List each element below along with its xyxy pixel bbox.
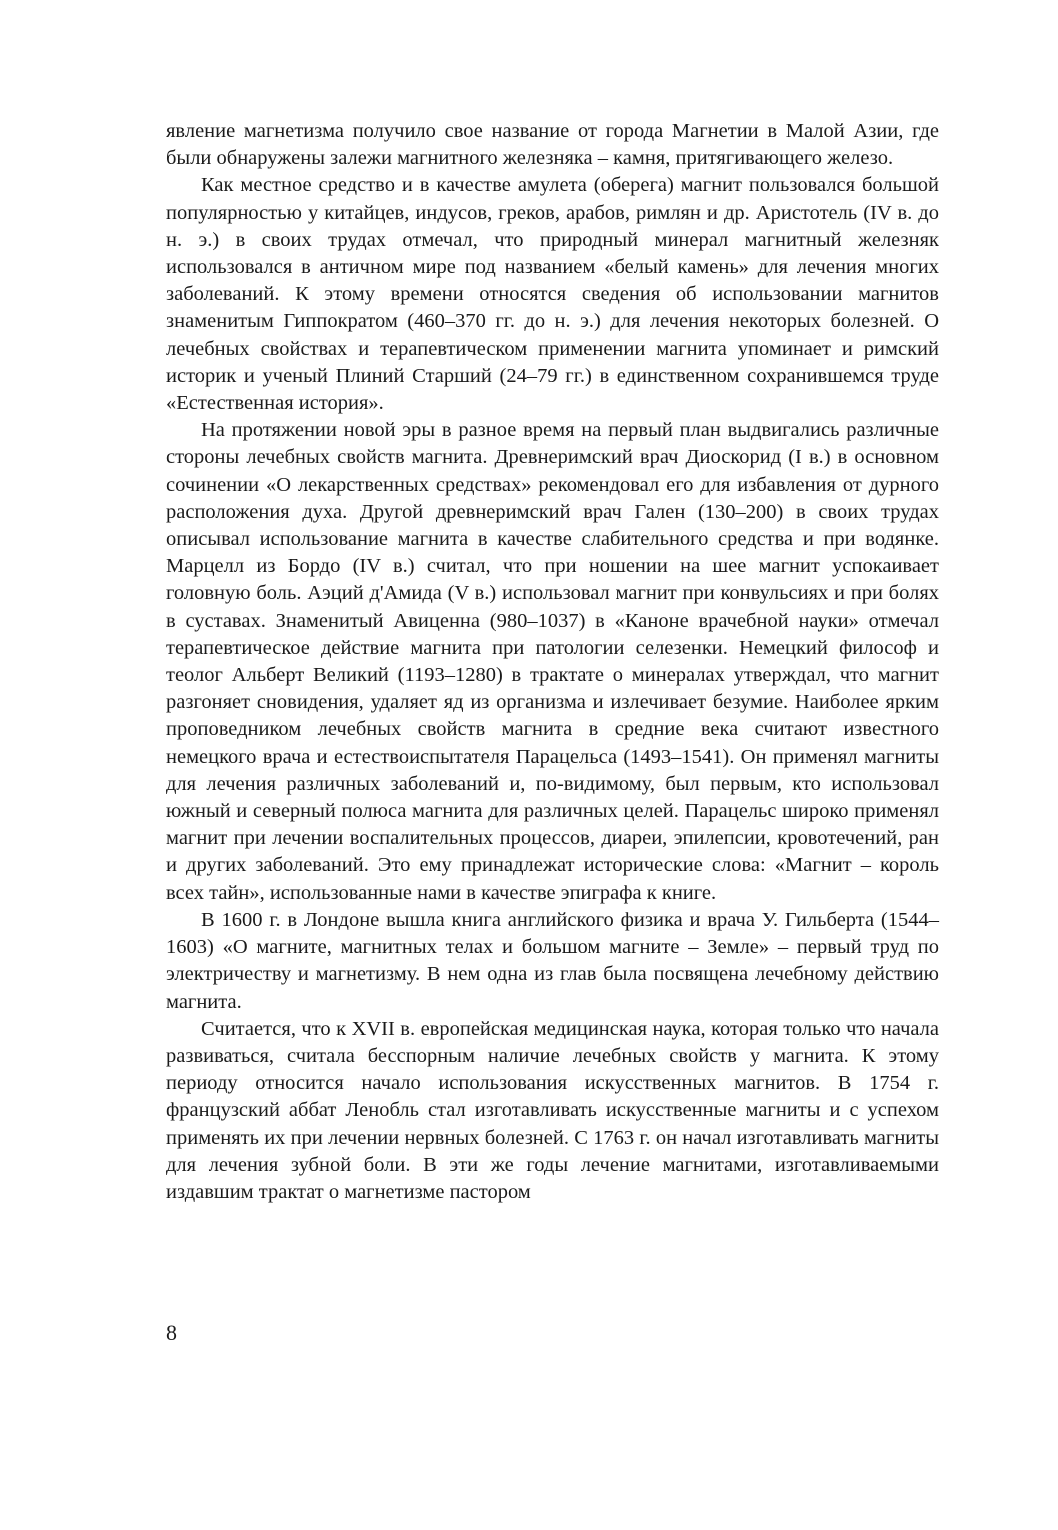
paragraph-amulet: Как местное средство и в качестве амулета (оберега) магнит пользовался большой популярностью у китайцев, индусов, греков, арабов, римлян и др. Аристотель (IV в. до н. э.) в своих трудах отмечал, что природный минерал магнитный железняк использовался в античном мире под названием «белый камень» для лечения многих заболеваний. К этому времени относятся сведения об использовании магнитов знаменитым Гиппократом (460–370 гг. до н. э.) для лечения некоторых болезней. О лечебных свойствах и терапевтическом применении магнита упоминает и римский историк и ученый Плиний Старший (24–79 гг.) в единственном сохранившемся труде «Естественная история». [166,174,939,415]
paragraph-new-era: На протяжении новой эры в разное время на первый план выдвигались различные стороны лечебных свойств магнита. Древнеримский врач Диоскорид (I в.) в основном сочинении «О лекарственных средствах» рекомендовал его для избавления от дурного расположения духа. Другой древнеримский врач Гален (130–200) в своих трудах описывал использование магнита в качестве слабительного средства и при водянке. Марцелл из Бордо (IV в.) считал, что при ношении на шее магнит успокаивает головную боль. Аэций д'Амида (V в.) использовал магнит при конвульсиях и при болях в суставах. Знаменитый Авиценна (980–1037) в «Каноне врачебной науки» отмечал терапевтическое действие магнита при патологии селезенки. Немецкий философ и теолог Альберт Великий (1193–1280) в трактате о минералах утверждал, что магнит разгоняет сновидения, удаляет яд из организма и излечивает безумие. Наиболее ярким проповедником лечебных свойств магнита в средние века считают известного немецкого врача и естествоиспытателя Парацельса (1493–1541). Он применял магниты для лечения различных заболеваний и, по-видимому, был первым, кто использовал южный и северный полюса магнита для различных целей. Парацельс широко применял магнит при лечении воспалительных процессов, диареи, эпилепсии, кровотечений, ран и других заболеваний. Это ему принадлежат исторические слова: «Магнит – король всех тайн», использованные нами в качестве эпиграфа к книге. [166,419,939,904]
paragraph-gilbert: В 1600 г. в Лондоне вышла книга английского физика и врача У. Гильберта (1544–1603) «О магните, магнитных телах и большом магните – Земле» – первый труд по электричеству и магнетизму. В нем одна из глав была посвящена лечебному действию магнита. [166,908,939,1013]
page-number: 8 [166,1320,177,1345]
paragraph-artificial-magnets: Считается, что к XVII в. европейская медицинская наука, которая только что начала развиваться, считала бесспорным наличие лечебных свойств у магнита. К этому периоду относится начало использования искусственных магнитов. В 1754 г. французский аббат Ленобль стал изготавливать искусственные магниты и с успехом применять их при лечении нервных болезней. С 1763 г. он начал изготавливать магниты для лечения зубной боли. В эти же годы лечение магнитами, изготавливаемыми издавшим трактат о магнетизме пастором [166,1017,939,1203]
paragraph-continuation: явление магнетизма получило свое название от города Магнетии в Малой Азии, где были обнаружены залежи магнитного железняка – камня, притягивающего железо. [166,120,939,170]
page-body [166,118,939,1206]
